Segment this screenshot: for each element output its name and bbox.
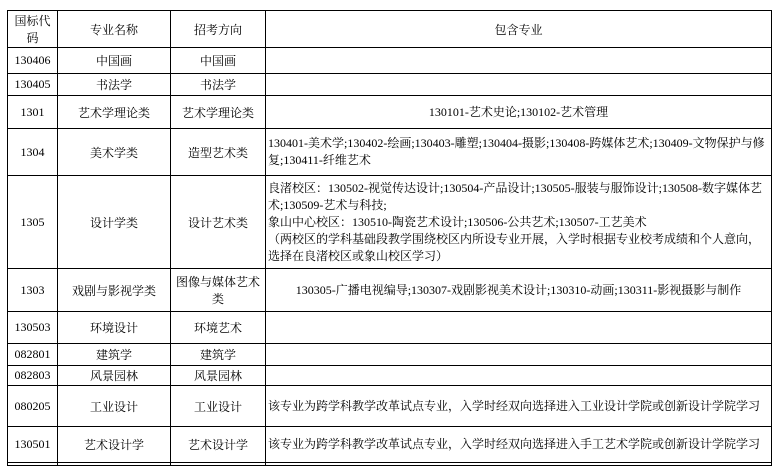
majors-table-container (7, 10, 772, 466)
code-cell: 1304 (8, 129, 58, 176)
includes-cell (266, 463, 772, 466)
direction-cell: 艺术学理论类 (171, 96, 266, 129)
direction-cell: 书法学 (171, 74, 266, 96)
code-cell: 130503 (8, 312, 58, 344)
major-name-cell: 工业设计 (58, 386, 171, 427)
includes-cell (266, 74, 772, 96)
includes-paragraph: 象山中心校区：130510-陶瓷艺术设计;130506-公共艺术;130507-工艺美术 (268, 214, 647, 229)
col-header-code: 国标代码 (8, 11, 58, 48)
code-cell: 080205 (8, 386, 58, 427)
major-name-cell (58, 463, 171, 466)
code-cell: 1301 (8, 96, 58, 129)
table-row (8, 386, 772, 427)
code-cell: 082801 (8, 344, 58, 366)
table-row (8, 96, 772, 129)
includes-cell (266, 386, 772, 427)
code-cell: 1303 (8, 269, 58, 312)
table-row (8, 74, 772, 96)
table-row (8, 344, 772, 366)
direction-cell (171, 463, 266, 466)
includes-paragraph: 该专业为跨学科教学改革试点专业，入学时经双向选择进入工业设计学院或创新设计学院学习 (268, 398, 761, 413)
major-name-cell: 艺术设计学 (58, 427, 171, 463)
direction-cell: 环境艺术 (171, 312, 266, 344)
direction-cell: 设计艺术类 (171, 176, 266, 269)
includes-cell (266, 129, 772, 176)
includes-cell (266, 366, 772, 386)
includes-cell (266, 176, 772, 269)
includes-cell (266, 427, 772, 463)
table-row (8, 312, 772, 344)
major-name-cell: 风景园林 (58, 366, 171, 386)
includes-paragraph: 130401-美术学;130402-绘画;130403-雕塑;130404-摄影;130408-跨媒体艺术;130409-文物保护与修复;130411-纤维艺术 (268, 136, 765, 167)
direction-cell: 建筑学 (171, 344, 266, 366)
code-cell (8, 463, 58, 466)
includes-cell (266, 344, 772, 366)
major-name-cell: 戏剧与影视学类 (58, 269, 171, 312)
col-header-includes: 包含专业 (266, 11, 772, 48)
table-row (8, 129, 772, 176)
major-name-cell: 书法学 (58, 74, 171, 96)
table-row (8, 48, 772, 74)
table-row (8, 176, 772, 269)
includes-paragraph: 该专业为跨学科教学改革试点专业，入学时经双向选择进入手工艺术学院或创新设计学院学习 (268, 437, 761, 451)
major-name-cell: 建筑学 (58, 344, 171, 366)
table-row (8, 269, 772, 312)
code-cell: 130406 (8, 48, 58, 74)
major-name-cell: 美术学类 (58, 129, 171, 176)
major-name-cell: 中国画 (58, 48, 171, 74)
col-header-direction: 招考方向 (171, 11, 266, 48)
code-cell: 1305 (8, 176, 58, 269)
includes-paragraph: 130305-广播电视编导;130307-戏剧影视美术设计;130310-动画;130311-影视摄影与制作 (295, 282, 742, 297)
includes-cell (266, 96, 772, 129)
code-cell: 082803 (8, 366, 58, 386)
includes-paragraph: 良渚校区：130502-视觉传达设计;130504-产品设计;130505-服装与服饰设计;130508-数字媒体艺术;130509-艺术与科技; (268, 180, 762, 212)
includes-paragraph: 130101-艺术史论;130102-艺术管理 (428, 104, 609, 119)
table-row (8, 427, 772, 463)
includes-paragraph: （两校区的学科基础段教学围绕校区内所设专业开展，入学时根据专业校考成绩和个人意向，选择在良渚校区或象山校区学习） (268, 231, 761, 263)
direction-cell: 工业设计 (171, 386, 266, 427)
includes-cell (266, 312, 772, 344)
code-cell: 130501 (8, 427, 58, 463)
direction-cell: 艺术设计学 (171, 427, 266, 463)
major-name-cell: 环境设计 (58, 312, 171, 344)
col-header-name: 专业名称 (58, 11, 171, 48)
direction-cell: 造型艺术类 (171, 129, 266, 176)
major-name-cell: 艺术学理论类 (58, 96, 171, 129)
table-row (8, 366, 772, 386)
code-cell: 130405 (8, 74, 58, 96)
majors-table (7, 10, 772, 466)
includes-cell (266, 48, 772, 74)
header-row (8, 11, 772, 48)
direction-cell: 图像与媒体艺术类 (171, 269, 266, 312)
table-row (8, 463, 772, 466)
direction-cell: 中国画 (171, 48, 266, 74)
includes-cell (266, 269, 772, 312)
direction-cell: 风景园林 (171, 366, 266, 386)
major-name-cell: 设计学类 (58, 176, 171, 269)
